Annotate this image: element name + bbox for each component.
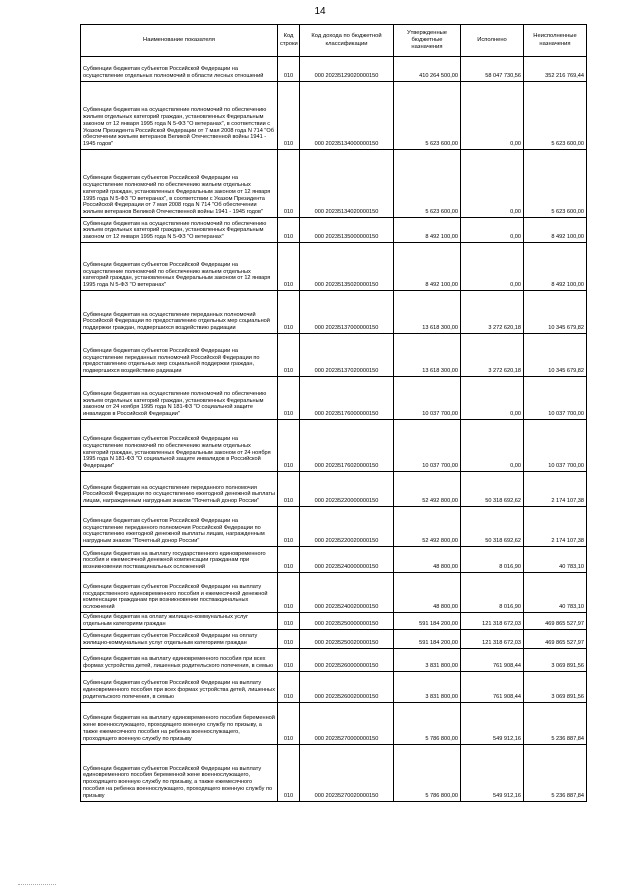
cell-executed: 0,00: [461, 150, 524, 218]
cell-approved: 410 264 500,00: [394, 57, 461, 82]
cell-classification: 000 20235134020000150: [300, 150, 394, 218]
cell-name: Субвенции бюджетам субъектов Российской Федерации на оплату жилищно-коммунальных услуг отдельным категориям граждан: [81, 629, 278, 648]
table-row: [81, 291, 587, 334]
cell-unexecuted: 10 345 679,82: [524, 334, 587, 377]
cell-name: Субвенции бюджетам субъектов Российской Федерации на осуществление отдельных полномочий в области лесных отношений: [81, 57, 278, 82]
cell-unexecuted: 10 037 700,00: [524, 377, 587, 420]
table-row: [81, 744, 587, 801]
cell-executed: 3 272 620,18: [461, 291, 524, 334]
cell-classification: 000 20235220000000150: [300, 472, 394, 507]
cell-code: 010: [278, 377, 300, 420]
cell-approved: 5 786 800,00: [394, 702, 461, 744]
cell-unexecuted: 352 216 769,44: [524, 57, 587, 82]
cell-approved: 8 492 100,00: [394, 218, 461, 243]
cell-code: 010: [278, 648, 300, 671]
cell-executed: 50 318 692,62: [461, 472, 524, 507]
cell-classification: 000 20235176020000150: [300, 420, 394, 472]
cell-name: Субвенции бюджетам субъектов Российской Федерации на выплату государственного единовременного пособия и ежемесячной денежной компенсации гражданам при возникновении поствакцинальных осложнений: [81, 573, 278, 613]
table-row: [81, 629, 587, 648]
header-classification: Код дохода по бюджетной классификации: [300, 25, 394, 57]
table-row: [81, 547, 587, 573]
cell-name: Субвенции бюджетам субъектов Российской Федерации на осуществление переданного полномочия Российской Федерации по осуществлению ежегодной денежной выплаты лицам, награжденным нагрудным знаком "Почетный донор России": [81, 507, 278, 547]
budget-report-table: [80, 24, 587, 802]
table-row: [81, 334, 587, 377]
cell-classification: 000 20235240020000150: [300, 573, 394, 613]
table-row: [81, 648, 587, 671]
footer-mark: [18, 884, 56, 885]
cell-executed: 0,00: [461, 82, 524, 150]
header-unexecuted: Неисполненные назначения: [524, 25, 587, 57]
table-row: [81, 472, 587, 507]
cell-code: 010: [278, 420, 300, 472]
cell-code: 010: [278, 82, 300, 150]
cell-classification: 000 20235270000000150: [300, 702, 394, 744]
cell-code: 010: [278, 57, 300, 82]
cell-name: Субвенции бюджетам на выплату единовременного пособия при всех формах устройства детей, лишенных родительского попечения, в семью: [81, 648, 278, 671]
cell-name: Субвенции бюджетам субъектов Российской Федерации на осуществление полномочий по обеспечению жильем отдельных категорий граждан, установленных Федеральным законом от 24 ноября 1995 года N 181-ФЗ "О социальной защите инвалидов в Российской Федерации": [81, 420, 278, 472]
cell-code: 010: [278, 629, 300, 648]
cell-code: 010: [278, 547, 300, 573]
cell-executed: 549 912,16: [461, 702, 524, 744]
cell-executed: 0,00: [461, 243, 524, 291]
cell-approved: 52 492 800,00: [394, 472, 461, 507]
cell-code: 010: [278, 472, 300, 507]
header-code: Код строки: [278, 25, 300, 57]
cell-executed: 8 016,90: [461, 573, 524, 613]
cell-code: 010: [278, 507, 300, 547]
cell-executed: 121 318 672,03: [461, 613, 524, 630]
header-name: Наименование показателя: [81, 25, 278, 57]
cell-unexecuted: 5 623 600,00: [524, 82, 587, 150]
cell-code: 010: [278, 613, 300, 630]
cell-approved: 3 831 800,00: [394, 671, 461, 702]
cell-classification: 000 20235270020000150: [300, 744, 394, 801]
cell-approved: 13 618 300,00: [394, 334, 461, 377]
table-header-row: [81, 25, 587, 57]
header-executed: Исполнено: [461, 25, 524, 57]
cell-name: Субвенции бюджетам субъектов Российской Федерации на выплату единовременного пособия при всех формах устройства детей, лишенных родительского попечения, в семью: [81, 671, 278, 702]
cell-classification: 000 20235129020000150: [300, 57, 394, 82]
cell-unexecuted: 469 865 527,97: [524, 613, 587, 630]
cell-unexecuted: 10 345 679,82: [524, 291, 587, 334]
cell-code: 010: [278, 150, 300, 218]
table-row: [81, 671, 587, 702]
cell-code: 010: [278, 671, 300, 702]
cell-executed: 761 908,44: [461, 648, 524, 671]
cell-unexecuted: 8 492 100,00: [524, 218, 587, 243]
cell-code: 010: [278, 744, 300, 801]
cell-code: 010: [278, 702, 300, 744]
cell-approved: 3 831 800,00: [394, 648, 461, 671]
cell-approved: 5 623 600,00: [394, 82, 461, 150]
cell-unexecuted: 2 174 107,38: [524, 472, 587, 507]
table-row: [81, 243, 587, 291]
cell-unexecuted: 3 069 891,56: [524, 648, 587, 671]
cell-approved: 8 492 100,00: [394, 243, 461, 291]
cell-unexecuted: 3 069 891,56: [524, 671, 587, 702]
cell-classification: 000 20235137020000150: [300, 334, 394, 377]
cell-approved: 5 786 800,00: [394, 744, 461, 801]
cell-name: Субвенции бюджетам на осуществление переданных полномочий Российской Федерации по предоставлению отдельных мер социальной поддержки граждан, подвергшихся воздействию радиации: [81, 291, 278, 334]
table-body: [81, 57, 587, 802]
cell-unexecuted: 40 783,10: [524, 573, 587, 613]
cell-name: Субвенции бюджетам на осуществление полномочий по обеспечению жильем отдельных категорий граждан, установленных Федеральным законом от 12 января 1995 года N 5-ФЗ "О ветеранах", в соответствии с Указом Президента Российской Федерации от 7 мая 2008 года N 714 "Об обеспечении жильем ветеранов Великой Отечественной войны 1941 - 1945 годов": [81, 82, 278, 150]
cell-executed: 3 272 620,18: [461, 334, 524, 377]
cell-approved: 52 492 800,00: [394, 507, 461, 547]
cell-classification: 000 20235220020000150: [300, 507, 394, 547]
cell-executed: 549 912,16: [461, 744, 524, 801]
table-row: [81, 613, 587, 630]
cell-classification: 000 20235260000000150: [300, 648, 394, 671]
table-row: [81, 573, 587, 613]
table-row: [81, 57, 587, 82]
table-row: [81, 377, 587, 420]
cell-code: 010: [278, 334, 300, 377]
cell-approved: 10 037 700,00: [394, 420, 461, 472]
cell-approved: 13 618 300,00: [394, 291, 461, 334]
cell-code: 010: [278, 573, 300, 613]
cell-approved: 48 800,00: [394, 547, 461, 573]
cell-approved: 5 623 600,00: [394, 150, 461, 218]
cell-unexecuted: 2 174 107,38: [524, 507, 587, 547]
cell-executed: 58 047 730,56: [461, 57, 524, 82]
cell-executed: 8 016,90: [461, 547, 524, 573]
cell-classification: 000 20235134000000150: [300, 82, 394, 150]
page-number: 14: [314, 6, 326, 17]
table-row: [81, 702, 587, 744]
cell-approved: 591 184 200,00: [394, 629, 461, 648]
cell-name: Субвенции бюджетам на оплату жилищно-коммунальных услуг отдельным категориям граждан: [81, 613, 278, 630]
table-row: [81, 218, 587, 243]
cell-name: Субвенции бюджетам на выплату государственного единовременного пособия и ежемесячной денежной компенсации гражданам при возникновении поствакцинальных осложнений: [81, 547, 278, 573]
cell-unexecuted: 10 037 700,00: [524, 420, 587, 472]
table-row: [81, 420, 587, 472]
cell-classification: 000 20235250000000150: [300, 613, 394, 630]
table-row: [81, 82, 587, 150]
cell-unexecuted: 5 236 887,84: [524, 702, 587, 744]
cell-executed: 0,00: [461, 377, 524, 420]
cell-name: Субвенции бюджетам субъектов Российской Федерации на осуществление переданных полномочий Российской Федерации по предоставлению отдельных мер социальной поддержки граждан, подвергшихся воздействию радиации: [81, 334, 278, 377]
cell-executed: 121 318 672,03: [461, 629, 524, 648]
cell-classification: 000 20235240000000150: [300, 547, 394, 573]
cell-executed: 761 908,44: [461, 671, 524, 702]
cell-executed: 0,00: [461, 420, 524, 472]
cell-name: Субвенции бюджетам субъектов Российской Федерации на осуществление полномочий по обеспечению жильем отдельных категорий граждан, установленных Федеральным законом от 12 января 1995 года N 5-ФЗ "О ветеранах": [81, 243, 278, 291]
cell-classification: 000 20235250020000150: [300, 629, 394, 648]
header-approved: Утвержденные бюджетные назначения: [394, 25, 461, 57]
cell-classification: 000 20235135020000150: [300, 243, 394, 291]
cell-classification: 000 20235137000000150: [300, 291, 394, 334]
cell-unexecuted: 469 865 527,97: [524, 629, 587, 648]
cell-name: Субвенции бюджетам на осуществление полномочий по обеспечению жильем отдельных категорий граждан, установленных Федеральным законом от 12 января 1995 года N 5-ФЗ "О ветеранах": [81, 218, 278, 243]
cell-classification: 000 20235260020000150: [300, 671, 394, 702]
cell-executed: 0,00: [461, 218, 524, 243]
cell-code: 010: [278, 243, 300, 291]
cell-name: Субвенции бюджетам на выплату единовременного пособия беременной жене военнослужащего, проходящего военную службу по призыву, а также ежемесячного пособия на ребенка военнослужащего, проходящего военную службу по призыву: [81, 702, 278, 744]
cell-name: Субвенции бюджетам субъектов Российской Федерации на выплату единовременного пособия беременной жене военнослужащего, проходящего военную службу по призыву, а также ежемесячного пособия на ребенка военнослужащего, проходящего военную службу по призыву: [81, 744, 278, 801]
cell-name: Субвенции бюджетам на осуществление полномочий по обеспечению жильем отдельных категорий граждан, установленных Федеральным законом от 24 ноября 1995 года N 181-ФЗ "О социальной защите инвалидов в Российской Федерации": [81, 377, 278, 420]
cell-approved: 591 184 200,00: [394, 613, 461, 630]
cell-unexecuted: 5 236 887,84: [524, 744, 587, 801]
cell-approved: 48 800,00: [394, 573, 461, 613]
cell-code: 010: [278, 218, 300, 243]
cell-approved: 10 037 700,00: [394, 377, 461, 420]
cell-name: Субвенции бюджетам на осуществление переданного полномочия Российской Федерации по осуществлению ежегодной денежной выплаты лицам, награжденным нагрудным знаком "Почетный донор России": [81, 472, 278, 507]
cell-name: Субвенции бюджетам субъектов Российской Федерации на осуществление полномочий по обеспечению жильем отдельных категорий граждан, установленных Федеральным законом от 12 января 1995 года N 5-ФЗ "О ветеранах", в соответствии с Указом Президента Российской Федерации от 7 мая 2008 года N 714 "Об обеспечении жильем ветеранов Великой Отечественной войны 1941 - 1945 годов": [81, 150, 278, 218]
cell-unexecuted: 8 492 100,00: [524, 243, 587, 291]
cell-unexecuted: 40 783,10: [524, 547, 587, 573]
table-row: [81, 507, 587, 547]
cell-executed: 50 318 692,62: [461, 507, 524, 547]
cell-unexecuted: 5 623 600,00: [524, 150, 587, 218]
table-row: [81, 150, 587, 218]
cell-code: 010: [278, 291, 300, 334]
cell-classification: 000 20235176000000150: [300, 377, 394, 420]
cell-classification: 000 20235135000000150: [300, 218, 394, 243]
